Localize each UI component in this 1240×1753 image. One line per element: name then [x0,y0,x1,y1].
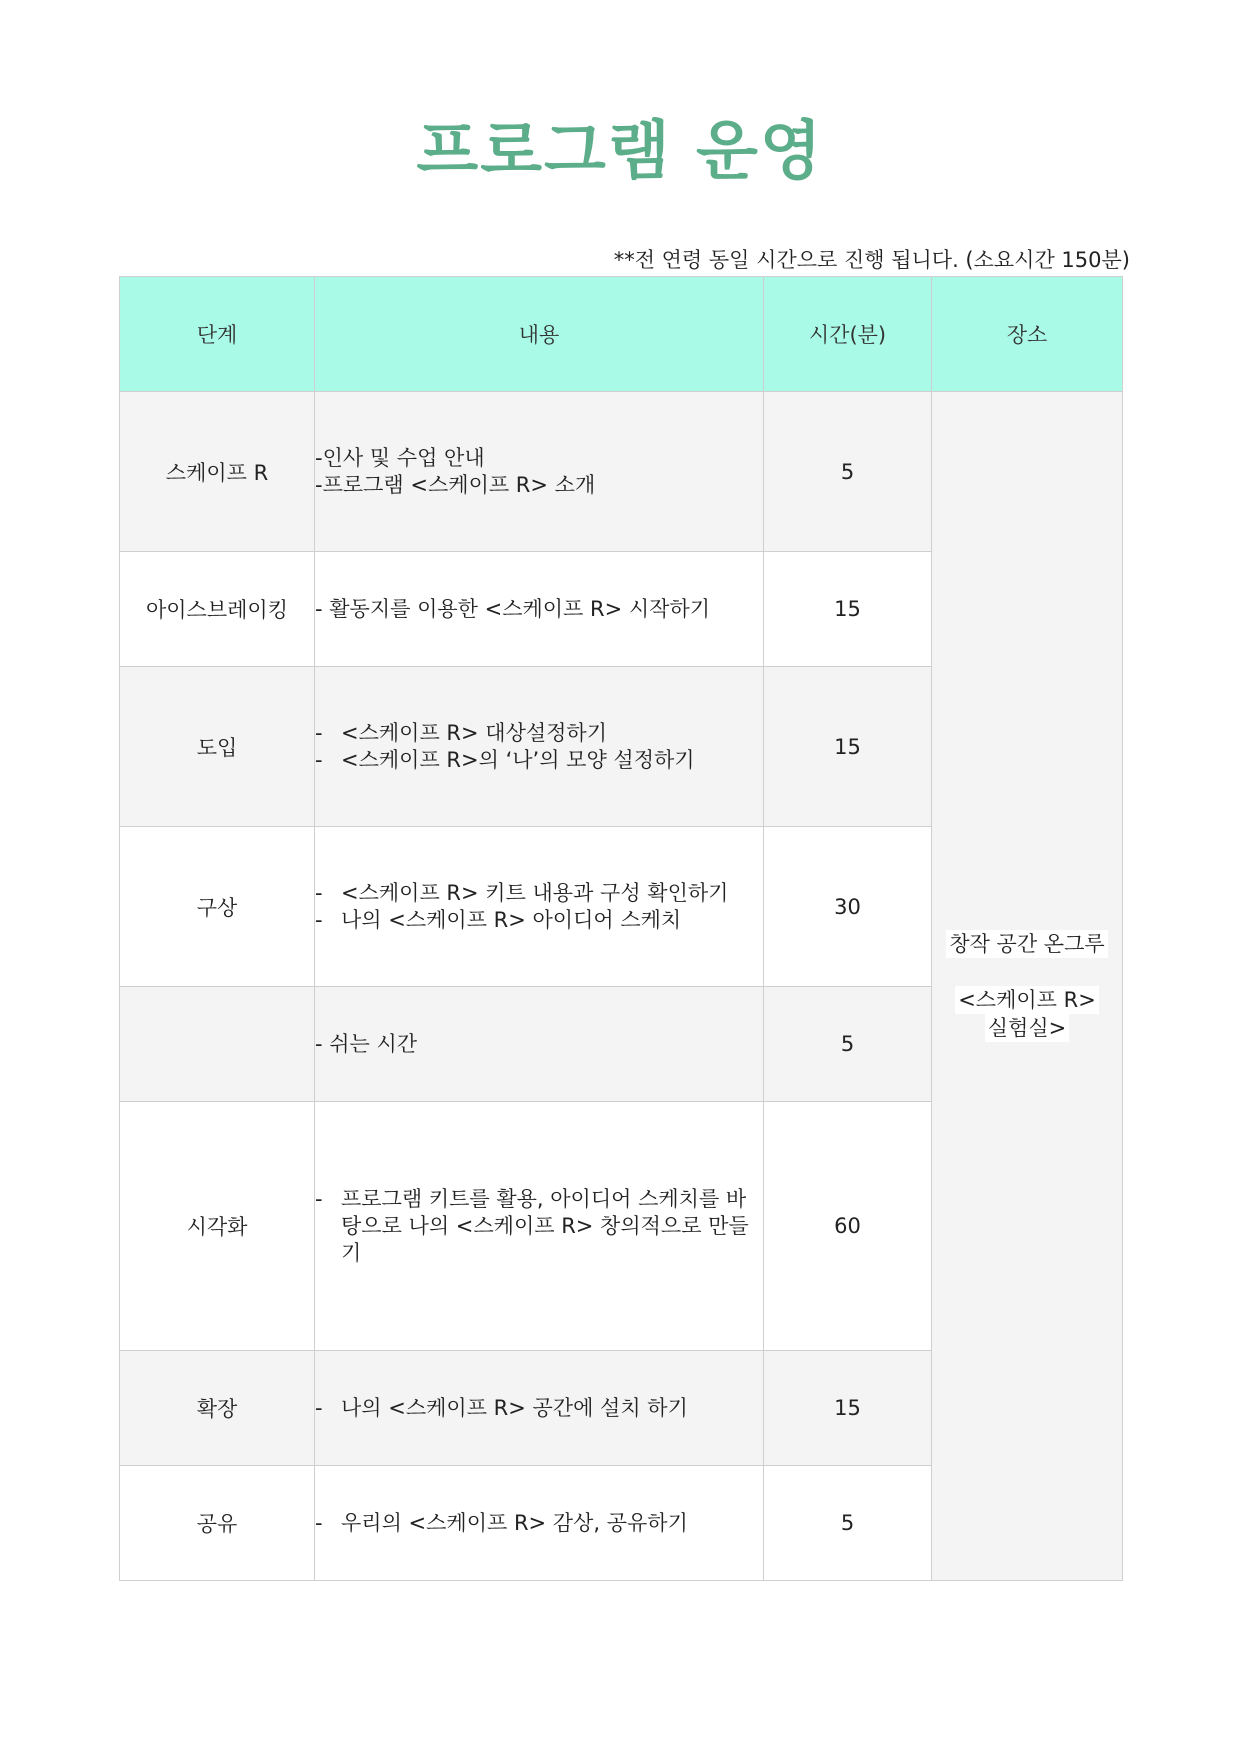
place-line-1: 창작 공간 온그루 [946,930,1107,958]
time-cell: 5 [764,987,932,1102]
bullet-item: - 나의 <스케이프 R> 공간에 설치 하기 [315,1395,688,1420]
time-cell: 5 [764,392,932,552]
program-schedule-table [119,276,1123,1581]
stage-cell: 스케이프 R [120,392,315,552]
bullet-item: - <스케이프 R> 대상설정하기 [315,720,607,745]
page-title: 프로그램 운영 [416,115,824,189]
stage-cell: 공유 [120,1466,315,1581]
time-cell: 15 [764,667,932,827]
time-cell: 5 [764,1466,932,1581]
table-row [120,392,1123,552]
header-place: 장소 [932,277,1123,392]
stage-cell: 도입 [120,667,315,827]
bullet-item: - 나의 <스케이프 R> 아이디어 스케치 [315,907,682,932]
table-header-row [120,277,1123,392]
content-cell [315,987,764,1102]
content-cell [315,827,764,987]
content-cell [315,392,764,552]
content-cell [315,667,764,827]
time-cell: 30 [764,827,932,987]
content-cell [315,1102,764,1351]
bullet-item: - 프로그램 키트를 활용, 아이디어 스케치를 바탕으로 나의 <스케이프 R> 창의적으로 만들기 [315,1186,749,1265]
stage-cell: 시각화 [120,1102,315,1351]
stage-cell: 아이스브레이킹 [120,552,315,667]
header-content: 내용 [315,277,764,392]
content-line: - 활동지를 이용한 <스케이프 R> 시작하기 [315,596,711,621]
bullet-item: - <스케이프 R> 키트 내용과 구성 확인하기 [315,880,729,905]
header-time: 시간(분) [764,277,932,392]
duration-note: **전 연령 동일 시간으로 진행 됩니다. (소요시간 150분) [613,248,1130,272]
place-cell [932,392,1123,1581]
content-cell [315,552,764,667]
content-cell [315,1466,764,1581]
time-cell: 15 [764,552,932,667]
stage-cell: 구상 [120,827,315,987]
stage-cell: 확장 [120,1351,315,1466]
header-stage: 단계 [120,277,315,392]
place-line-2: <스케이프 R> [955,986,1099,1014]
content-line: -프로그램 <스케이프 R> 소개 [315,472,596,497]
content-cell [315,1351,764,1466]
content-line: -인사 및 수업 안내 [315,445,485,470]
place-text [946,930,1107,1042]
time-cell: 15 [764,1351,932,1466]
stage-cell [120,987,315,1102]
bullet-item: - <스케이프 R>의 ‘나’의 모양 설정하기 [315,747,695,772]
bullet-item: - 우리의 <스케이프 R> 감상, 공유하기 [315,1510,688,1535]
place-line-3: 실험실> [985,1014,1069,1042]
content-line: - 쉬는 시간 [315,1031,418,1056]
time-cell: 60 [764,1102,932,1351]
